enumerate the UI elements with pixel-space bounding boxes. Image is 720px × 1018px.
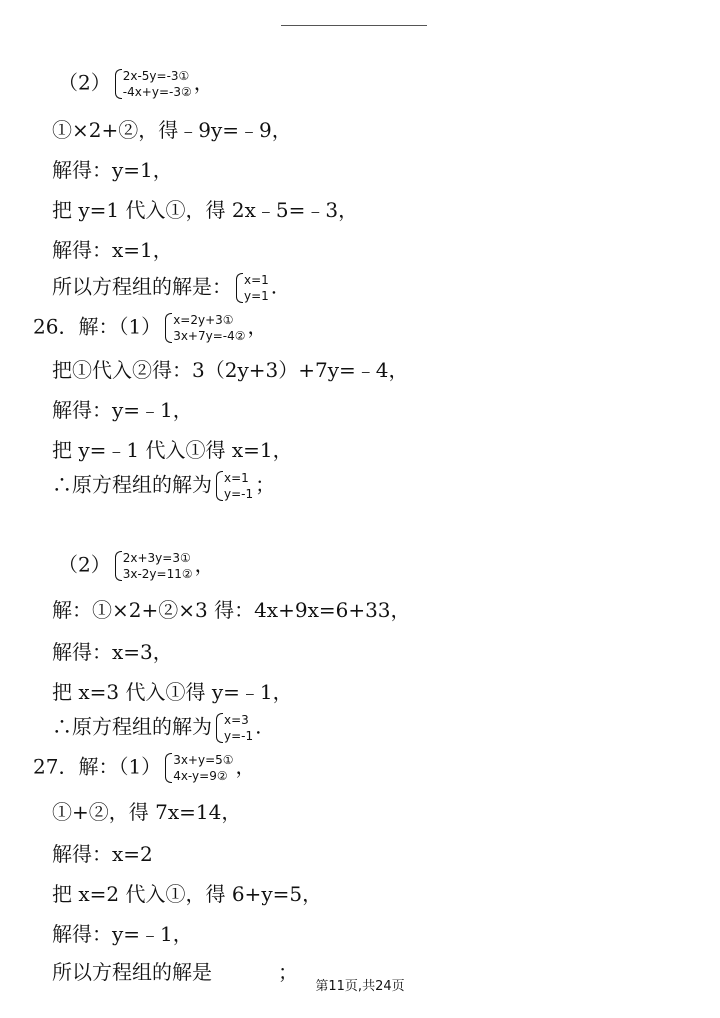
p26-2-label-equation-system xyxy=(113,550,193,582)
p26-1-result-equation-system xyxy=(214,470,253,502)
p27-1-label-text: 27．解：（1） xyxy=(33,754,162,779)
p26-1-label xyxy=(33,312,268,344)
p25-2-result-equation-system xyxy=(234,272,269,304)
p26-1-step1-text: 把①代入②得：3（2y+3）+7y=﹣4， xyxy=(52,358,409,382)
equation: 3x+7y=-4② xyxy=(173,329,246,343)
p25-2-step4-text: 解得：x=1， xyxy=(52,238,173,262)
equation: 3x-2y=11② xyxy=(122,567,193,581)
p25-2-result-punct: . xyxy=(270,274,278,299)
p27-1-step1-text: ①+②，得 7x=14， xyxy=(52,800,242,824)
p25-2-label-punct: ， xyxy=(193,70,214,95)
p25-2-step1-text: ①×2+②，得﹣9y=﹣9， xyxy=(52,118,292,142)
p26-1-result xyxy=(52,470,275,502)
p25-2-step1 xyxy=(52,118,292,142)
p26-2-result-text: ∴原方程组的解为 xyxy=(52,714,212,739)
p25-2-step4 xyxy=(52,238,173,262)
equation: 3x+y=5① xyxy=(173,753,234,767)
equation: 2x+3y=3① xyxy=(122,551,191,565)
p27-1-step4-text: 解得：y=﹣1， xyxy=(52,922,193,946)
p25-2-result-text: 所以方程组的解是： xyxy=(52,274,232,299)
p26-2-step2-text: 解得：x=3， xyxy=(52,640,173,664)
p26-2-step3-text: 把 x=3 代入①得 y=﹣1， xyxy=(52,680,293,704)
p25-2-step2-text: 解得：y=1， xyxy=(52,158,173,182)
equation: x=2y+3① xyxy=(173,313,234,327)
p25-2-step3-text: 把 y=1 代入①，得 2x﹣5=﹣3， xyxy=(52,198,359,222)
page-number: 第11页,共24页 xyxy=(315,979,405,994)
p26-2-result-equation-system xyxy=(214,712,253,744)
equation: 4x-y=9② xyxy=(173,769,228,783)
equation: x=1 xyxy=(244,273,269,287)
p26-2-label-text: （2） xyxy=(58,552,111,577)
header-rule xyxy=(281,25,427,26)
p26-1-step3-text: 把 y=﹣1 代入①得 x=1， xyxy=(52,438,293,462)
p26-2-label-punct: ， xyxy=(194,552,215,577)
p26-1-result-text: ∴原方程组的解为 xyxy=(52,472,212,497)
p27-1-step1 xyxy=(52,800,241,824)
p26-1-step3 xyxy=(52,438,293,462)
p27-1-label-punct: ， xyxy=(235,754,256,779)
equation: y=1 xyxy=(244,289,269,303)
p25-2-label-text: （2） xyxy=(58,70,111,95)
p26-1-step2 xyxy=(52,398,193,422)
p27-1-label-equation-system xyxy=(163,752,233,784)
p27-1-label xyxy=(33,752,256,784)
p27-1-step4 xyxy=(52,922,193,946)
p25-2-step3 xyxy=(52,198,358,222)
p26-2-step2 xyxy=(52,640,173,664)
p26-2-label xyxy=(58,550,215,582)
p26-1-label-text: 26．解：（1） xyxy=(33,314,162,339)
p26-1-label-equation-system xyxy=(163,312,245,344)
p26-2-step3 xyxy=(52,680,293,704)
p25-2-result xyxy=(52,272,277,304)
p26-2-step1-text: 解：①×2+②×3 得：4x+9x=6+33， xyxy=(52,598,411,622)
p26-2-result-punct: . xyxy=(255,714,262,739)
p26-2-step1 xyxy=(52,598,411,622)
p27-1-step3-text: 把 x=2 代入①，得 6+y=5， xyxy=(52,882,323,906)
equation: x=1 xyxy=(224,471,249,485)
equation: -4x+y=-3② xyxy=(122,85,192,99)
p27-1-step2-text: 解得：x=2 xyxy=(52,842,153,866)
p25-2-label-equation-system xyxy=(113,68,192,100)
p25-2-label xyxy=(58,68,214,100)
p26-2-result xyxy=(52,712,261,744)
equation: y=-1 xyxy=(224,487,254,501)
p27-1-result-text: 所以方程组的解是 xyxy=(52,960,212,984)
equation: y=-1 xyxy=(224,729,254,743)
p26-1-label-punct: ， xyxy=(247,314,268,339)
p26-1-step1 xyxy=(52,358,409,382)
p25-2-step2 xyxy=(52,158,173,182)
p27-1-step3 xyxy=(52,882,322,906)
p26-1-result-punct: ； xyxy=(255,472,276,497)
p26-1-step2-text: 解得：y=﹣1， xyxy=(52,398,193,422)
p27-1-result-punct: ； xyxy=(278,960,298,984)
equation: x=3 xyxy=(224,713,249,727)
equation: 2x-5y=-3① xyxy=(122,69,190,83)
p27-1-step2 xyxy=(52,842,153,866)
